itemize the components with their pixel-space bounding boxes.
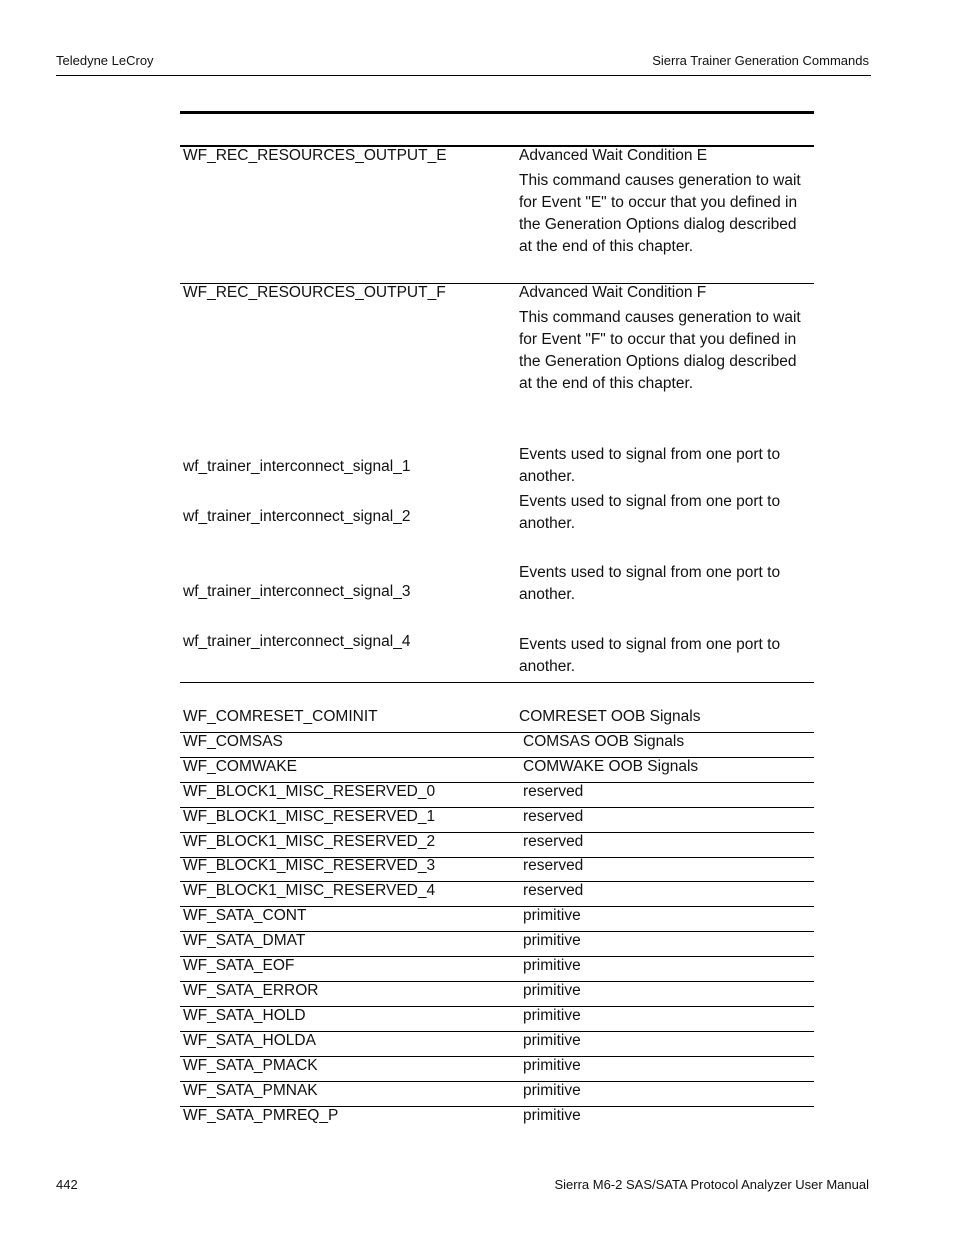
signal-name: wf_trainer_interconnect_signal_2 xyxy=(183,508,411,525)
command-description: COMRESET OOB Signals xyxy=(519,708,701,725)
command-description: primitive xyxy=(523,1057,581,1074)
command-name: WF_COMWAKE xyxy=(183,758,297,775)
command-description: primitive xyxy=(523,957,581,974)
command-name: WF_COMRESET_COMINIT xyxy=(183,708,378,725)
command-name: WF_SATA_PMNAK xyxy=(183,1082,318,1099)
command-name: WF_REC_RESOURCES_OUTPUT_E xyxy=(183,147,447,164)
header-brand: Teledyne LeCroy xyxy=(56,53,154,68)
command-name: WF_BLOCK1_MISC_RESERVED_2 xyxy=(183,833,436,850)
command-description: reserved xyxy=(523,808,584,825)
command-description: primitive xyxy=(523,907,581,924)
command-name: WF_SATA_ERROR xyxy=(183,982,319,999)
command-name: WF_SATA_PMACK xyxy=(183,1057,318,1074)
section-divider xyxy=(180,682,814,683)
command-name: WF_BLOCK1_MISC_RESERVED_0 xyxy=(183,783,436,800)
signal-name: wf_trainer_interconnect_signal_3 xyxy=(183,583,411,600)
command-name: WF_SATA_EOF xyxy=(183,957,295,974)
signal-description: Events used to signal from one port to another. xyxy=(519,446,781,485)
command-name: WF_COMSAS xyxy=(183,733,283,750)
command-description: primitive xyxy=(523,1107,581,1124)
command-description: This command causes generation to wait for Event "E" to occur that you defined in the Generation Options dialog described at the end of this chapter. xyxy=(519,172,801,255)
command-name: WF_REC_RESOURCES_OUTPUT_F xyxy=(183,284,446,301)
command-description: primitive xyxy=(523,1007,581,1024)
signal-name: wf_trainer_interconnect_signal_4 xyxy=(183,633,411,650)
table-top-border xyxy=(180,111,814,114)
command-name: WF_BLOCK1_MISC_RESERVED_4 xyxy=(183,882,436,899)
command-description: COMSAS OOB Signals xyxy=(523,733,685,750)
command-name: WF_SATA_DMAT xyxy=(183,932,306,949)
command-description: primitive xyxy=(523,1032,581,1049)
command-description: reserved xyxy=(523,882,584,899)
command-description: primitive xyxy=(523,932,581,949)
command-description: COMWAKE OOB Signals xyxy=(523,758,699,775)
command-title: Advanced Wait Condition F xyxy=(519,284,707,301)
manual-title: Sierra M6-2 SAS/SATA Protocol Analyzer User Manual xyxy=(554,1177,869,1192)
signal-description: Events used to signal from one port to another. xyxy=(519,493,781,532)
command-description: primitive xyxy=(523,982,581,999)
header-rule xyxy=(56,75,871,76)
command-name: WF_SATA_HOLD xyxy=(183,1007,306,1024)
signal-name: wf_trainer_interconnect_signal_1 xyxy=(183,458,411,475)
command-name: WF_SATA_CONT xyxy=(183,907,307,924)
command-description: This command causes generation to wait for Event "F" to occur that you defined in the Generation Options dialog described at the end of this chapter. xyxy=(519,309,801,392)
command-description: reserved xyxy=(523,783,584,800)
signal-description: Events used to signal from one port to another. xyxy=(519,636,781,675)
command-name: WF_SATA_HOLDA xyxy=(183,1032,316,1049)
signal-description: Events used to signal from one port to another. xyxy=(519,564,781,603)
command-name: WF_SATA_PMREQ_P xyxy=(183,1107,339,1124)
command-description: reserved xyxy=(523,857,584,874)
command-name: WF_BLOCK1_MISC_RESERVED_3 xyxy=(183,857,436,874)
command-name: WF_BLOCK1_MISC_RESERVED_1 xyxy=(183,808,436,825)
command-description: primitive xyxy=(523,1082,581,1099)
command-title: Advanced Wait Condition E xyxy=(519,147,708,164)
command-description: reserved xyxy=(523,833,584,850)
header-section-title: Sierra Trainer Generation Commands xyxy=(652,53,869,68)
page-number: 442 xyxy=(56,1177,78,1192)
